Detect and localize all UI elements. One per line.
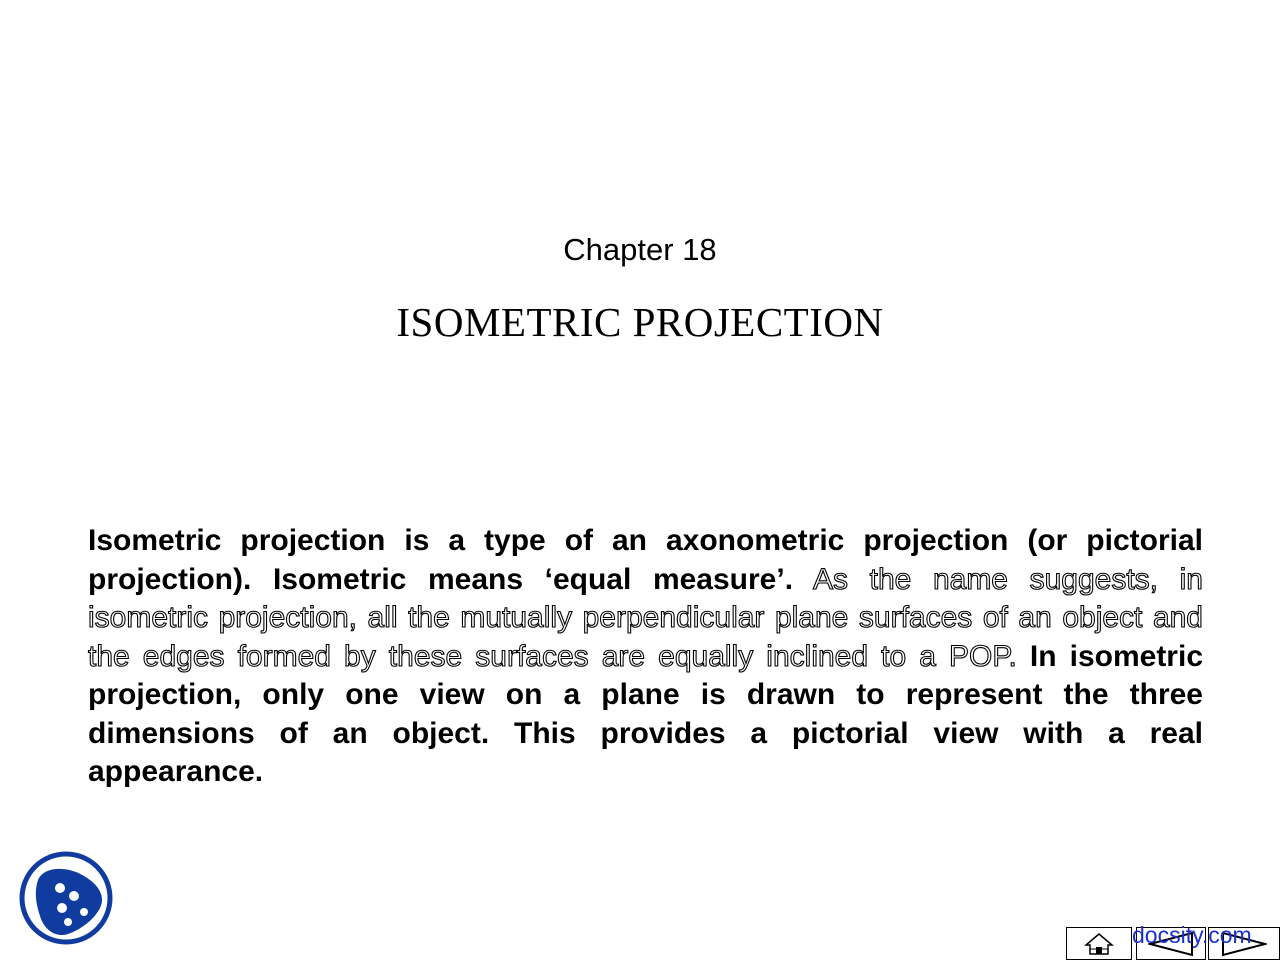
- slide-title: ISOMETRIC PROJECTION: [396, 299, 884, 345]
- publisher-logo-icon: [18, 850, 114, 946]
- paragraph-part-2-outlined: As the name suggests, in isometric projection, all the mutually perpendicular plane surfaces of an object and the edges formed by these surfaces are equally inclined to a POP.: [88, 562, 1203, 673]
- docsity-watermark: docsity.com: [1132, 922, 1252, 948]
- paragraph-part-3: In isometric projection, only one view on a plane is drawn to represent the three dimensions of an object. This provides a pictorial view with a real appearance.: [88, 639, 1203, 788]
- home-button[interactable]: [1066, 927, 1132, 960]
- chapter-heading: Chapter 18: [563, 232, 717, 267]
- home-icon: [1084, 932, 1114, 956]
- paragraph-part-1: Isometric projection is a type of an axonometric projection (or pictorial projection). Isometric means ‘equal measure’.: [88, 524, 1203, 596]
- body-paragraph: [88, 522, 1203, 792]
